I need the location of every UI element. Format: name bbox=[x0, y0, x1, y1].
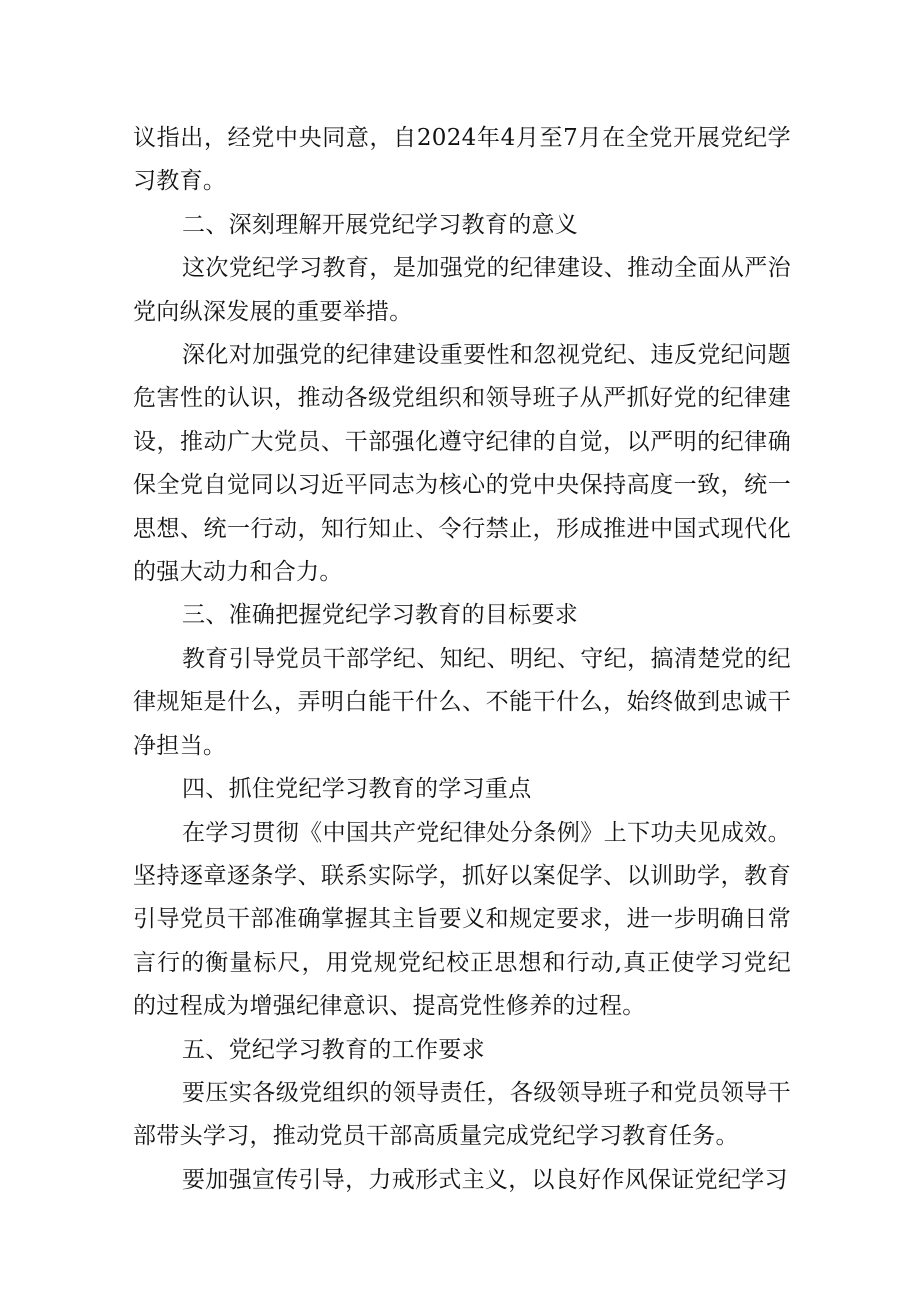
paragraph: 在学习贯彻《中国共产党纪律处分条例》上下功夫见成效。坚持逐章逐条学、联系实际学，抓好以案促学、以训助学，教育引导党员干部准确掌握其主旨要义和规定要求，进一步明确日常言行的衡量标尺，用党规党纪校正思想和行动,真正使学习党纪的过程成为增强纪律意识、提高党性修养的过程。 bbox=[133, 819, 791, 1020]
section-heading-4: 四、抓住党纪学习教育的学习重点 bbox=[182, 776, 532, 803]
paragraph: 要加强宣传引导，力戒形式主义，以良好作风保证党纪学习 bbox=[182, 1166, 788, 1193]
section-heading-3: 三、准确把握党纪学习教育的目标要求 bbox=[182, 602, 579, 629]
paragraph: 深化对加强党的纪律建设重要性和忽视党纪、违反党纪问题危害性的认识，推动各级党组织和领导班子从严抓好党的纪律建设，推动广大党员、干部强化遵守纪律的自觉，以严明的纪律确保全党自觉同以习近平同志为核心的党中央保持高度一致，统一思想、统一行动，知行知止、令行禁止，形成推进中国式现代化的强大动力和合力。 bbox=[133, 342, 791, 586]
paragraph-continuation: 议指出，经党中央同意，自2024年4月至7月在全党开展党纪学习教育。 bbox=[133, 125, 791, 195]
section-heading-5: 五、党纪学习教育的工作要求 bbox=[182, 1036, 485, 1063]
paragraph: 教育引导党员干部学纪、知纪、明纪、守纪，搞清楚党的纪律规矩是什么，弄明白能干什么、不能干什么，始终做到忠诚干净担当。 bbox=[133, 645, 791, 759]
section-heading-2: 二、深刻理解开展党纪学习教育的意义 bbox=[182, 211, 579, 238]
paragraph: 要压实各级党组织的领导责任，各级领导班子和党员领导干部带头学习，推动党员干部高质量完成党纪学习教育任务。 bbox=[133, 1079, 791, 1150]
document-body bbox=[133, 117, 791, 1202]
paragraph: 这次党纪学习教育，是加强党的纪律建设、推动全面从严治党向纵深发展的重要举措。 bbox=[133, 255, 791, 325]
